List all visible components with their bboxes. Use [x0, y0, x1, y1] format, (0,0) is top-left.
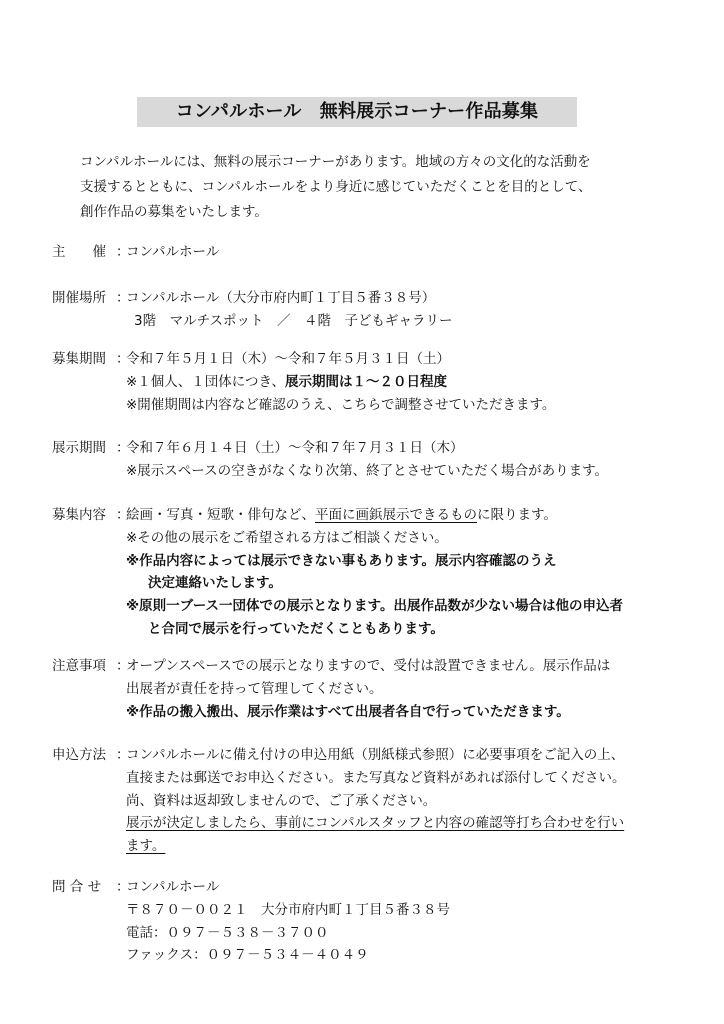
colon: ：: [116, 658, 130, 674]
colon: ：: [116, 290, 130, 306]
contact-section: [52, 876, 450, 967]
recruit-period-value: 令和７年５月１日（木）～令和７年５月３１日（土）: [126, 351, 450, 367]
apply-line-2: 直接または郵送でお申込ください。また写真など資料があれば添付してください。: [126, 769, 626, 786]
venue-label: 開催場所: [52, 290, 106, 306]
colon: ：: [116, 244, 130, 260]
apply-section: [52, 744, 626, 858]
content-label: 募集内容: [52, 507, 106, 523]
content-note-2b: 決定連絡いたします。: [148, 575, 282, 592]
venue-floors: 3階 マルチスポット ／ ４階 子どもギャラリー: [134, 312, 453, 329]
intro-line: コンパルホールには、無料の展示コーナーがあります。地域の方々の文化的な活動を: [80, 154, 591, 170]
contact-tel: 電話：０９７－５３８－３７００: [126, 924, 329, 941]
colon: ：: [116, 440, 130, 456]
apply-label: 申込方法: [52, 747, 106, 763]
notes-line-2: 出展者が責任を持って管理してください。: [126, 680, 383, 697]
recruit-period-label: 募集期間: [52, 351, 106, 367]
sponsor-section: [52, 241, 219, 264]
sponsor-value: コンパルホール: [126, 244, 220, 260]
page-title: コンパルホール 無料展示コーナー作品募集: [137, 97, 577, 127]
content-value-a: 絵画・写真・短歌・俳句など、: [126, 507, 315, 523]
notes-label: 注意事項: [52, 658, 106, 674]
apply-value: コンパルホールに備え付けの申込用紙（別紙様式参照）に必要事項をご記入の上、: [126, 747, 625, 763]
exhibit-period-value: 令和７年６月１４日（土）～令和７年７月３１日（木）: [126, 440, 464, 456]
exhibit-period-label: 展示期間: [52, 440, 106, 456]
venue-section: [52, 287, 453, 333]
intro-line: 創作作品の募集をいたします。: [80, 204, 268, 220]
content-value-underlined: 平面に画鋲展示できるもの: [315, 507, 477, 523]
venue-value: コンパルホール（大分市府内町１丁目５番３８号）: [126, 290, 436, 306]
content-note-2a: ※作品内容によっては展示できない事もあります。展示内容確認のうえ: [126, 552, 557, 569]
apply-line-4: 展示が決定しましたら、事前にコンパルスタッフと内容の確認等打ち合わせを行い: [126, 815, 625, 832]
intro-line: 支援するとともに、コンパルホールをより身近に感じていただくことを目的として、: [80, 179, 592, 195]
notes-section: [52, 655, 610, 723]
notes-line-3: ※作品の搬入搬出、展示作業はすべて出展者各自で行っていただきます。: [126, 703, 570, 720]
content-value-b: に限ります。: [477, 507, 557, 523]
apply-line-5: ます。: [126, 838, 166, 855]
recruit-note-2: ※開催期間は内容など確認のうえ、こちらで調整させていただきます。: [126, 396, 556, 413]
notes-value: オープンスペースでの展示となりますので、受付は設置できません。展示作品は: [126, 658, 611, 674]
colon: ：: [116, 507, 130, 523]
colon: ：: [116, 351, 130, 367]
content-note-3b: と合同で展示を行っていただくこともあります。: [148, 620, 444, 637]
exhibit-note: ※展示スペースの空きがなくなり次第、終了とさせていただく場合があります。: [126, 462, 609, 479]
contact-label: 問 合 せ: [52, 879, 102, 895]
apply-line-3: 尚、資料は返却致しませんので、ご了承ください。: [126, 792, 437, 809]
contact-address: 〒８７０－００２１ 大分市府内町１丁目５番３８号: [126, 901, 450, 918]
colon: ：: [116, 747, 130, 763]
recruit-note-1a: ※１個人、１団体につき、: [126, 373, 286, 390]
intro-paragraph: [80, 150, 592, 225]
recruit-note-1b: 展示期間は１～２０日程度: [285, 373, 448, 390]
content-note-1: ※その他の展示をご希望される方はご相談ください。: [126, 529, 448, 546]
content-note-3a: ※原則一ブース一団体での展示となります。出展作品数が少ない場合は他の申込者: [126, 598, 623, 615]
contact-fax: ファックス：０９７－５３４－４０４９: [126, 947, 369, 964]
recruit-period-section: [52, 348, 555, 416]
sponsor-label: 主 催: [52, 244, 106, 260]
contact-value: コンパルホール: [126, 879, 220, 895]
content-section: [52, 504, 623, 641]
colon: ：: [116, 879, 130, 895]
exhibit-period-section: [52, 437, 608, 483]
